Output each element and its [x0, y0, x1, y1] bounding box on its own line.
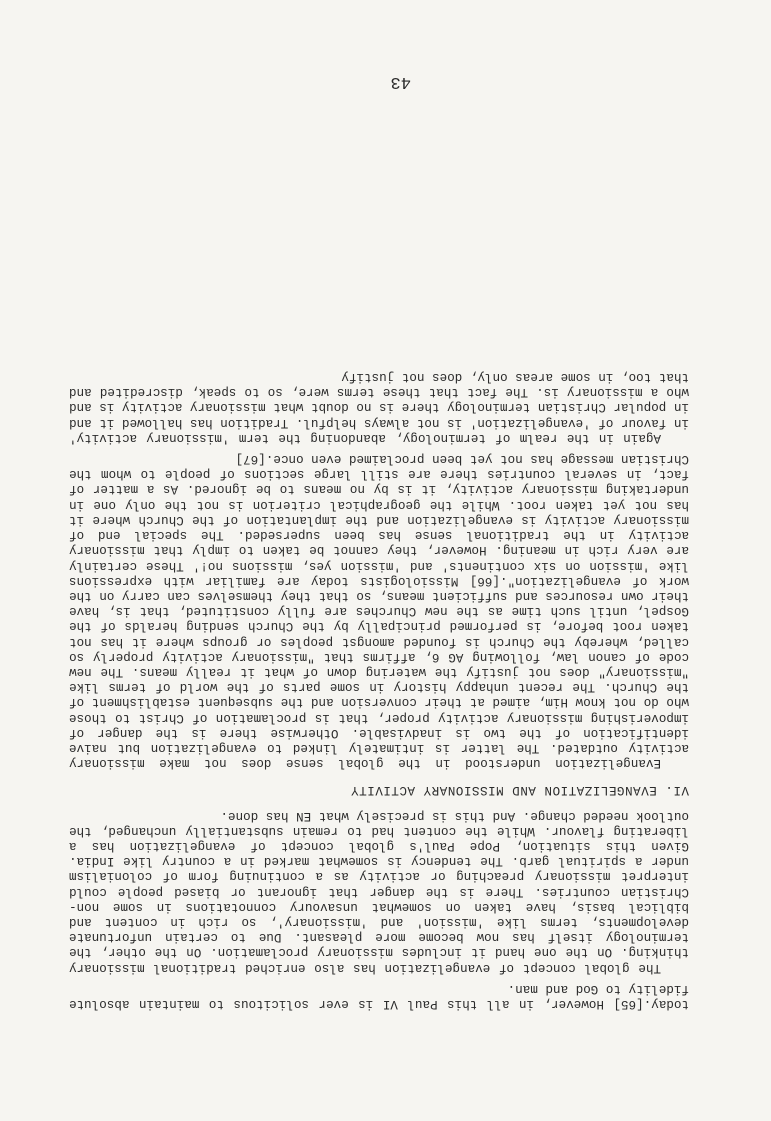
section-heading: VI. EVANGELIZATION AND MISSIONARY ACTIVITY: [350, 783, 689, 798]
page-number: 43: [390, 72, 411, 91]
body-text: [69, 363, 689, 1011]
paragraph-3: Evangelization understood in the global sense does not make missionary activity outdated. The latter is intimately linked to evangelization but naive identification of the two is inadvisable. Otherwise there is the danger of impoverishing missionary activity proper, that is proclamation of Christ to those who do not know Him, aimed at their conversion and the subsequent establishment of the Church. The recent unhappy history in some parts of the world of terms like "missionary" does not justify the watering down of what it really means. The new code of canon law, following AG 6, affirms that "missionary activity properly so called, whereby the Church is founded amongst peoples or groups where it has not taken root before, is performed principally by the Church sending heralds of the Gospel, until such time as the new Churches are fully constituted, that is, have their own resources and sufficient means, so that they themselves can carry on the work of evangelization".[66] Missiologists today are familiar with expressions like 'mission on six continents' and 'mission yes, missions no!' These certainly are very rich in meaning. However, they cannot be taken to imply that missionary activity in the traditional sense has been superseded. The special end of missionary activity is evangelization and the implantation of the Church where it has not yet taken root. While the geographical criterion is not the only one in undertaking missionary activity, it is by no means to be ignored. As a matter of fact, in several countries there are still large sections of people to whom the Christian message has not yet been proclaimed even once.[67]: [69, 452, 689, 771]
paragraph-2: The global concept of evangelization has also enriched traditional missionary thinking. On the one hand it includes missionary proclamation. On the other, the terminology itself has now become more pleasant. Due to certain unfortunate developments, terms like 'mission' and 'missionary', so rich in content and biblical basis, have taken on somewhat unsavoury connotations in some non-Christian countries. There is the danger that ignorant or biased people could interpret missionary preaching or activity as a continuing form of colonialism under a spiritual garb. The tendency is somewhat marked in a country like India. Given this situation, Pope Paul's global concept of evangelization has a liberating flavour. While the content had to remain substantially unchanged, the outlook needed change. And this is precisely what EN has done.: [69, 808, 689, 975]
paragraph-1: today.[65] However, in all this Paul VI is ever solicitous to maintain absolute fidelity to God and man.: [69, 981, 689, 1011]
paragraph-4: Again in the realm of terminology, abandoning the term 'missionary activity' in favour of 'evangelization' is not always helpful. Tradition has hallowed it and in popular Christian terminology there is no doubt what missionary activity is and who a missionary is. The fact that these terms were, so to speak, discredited and that too, in some areas only, does not justify: [69, 370, 689, 445]
